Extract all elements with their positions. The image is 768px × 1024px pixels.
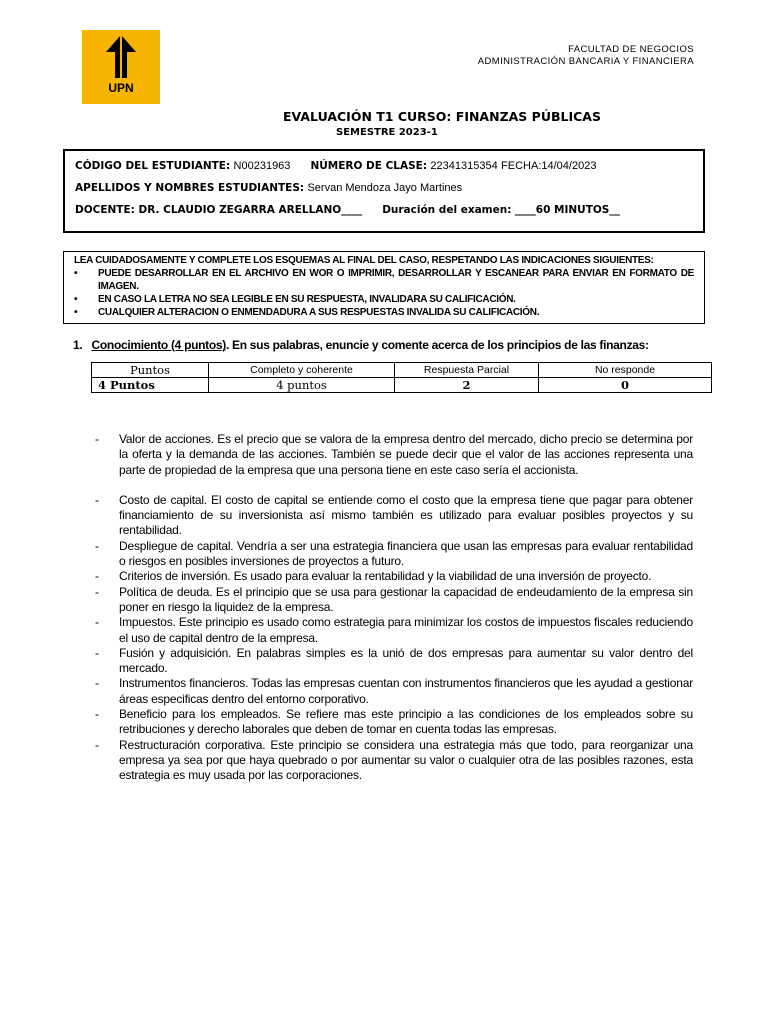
dash-icon: - xyxy=(95,737,99,752)
instruction-text: CUALQUIER ALTERACION O ENMENDADURA A SUS RESPUESTAS INVALIDA SU CALIFICACIÓN. xyxy=(98,307,540,318)
header-cell: Completo y coherente xyxy=(209,363,395,378)
instructions-box xyxy=(63,251,705,324)
instruction-item xyxy=(74,293,694,306)
score-table-row xyxy=(92,378,712,393)
instructions-intro: LEA CUIDADOSAMENTE Y COMPLETE LOS ESQUEMAS AL FINAL DEL CASO, RESPETANDO LAS INDICACIONES SIGUIENTES: xyxy=(74,255,654,266)
teacher-label: DOCENTE: DR. CLAUDIO ZEGARRA ARELLANO____ xyxy=(75,204,363,216)
answer-text: Costo de capital. El costo de capital se entiende como el costo que la empresa tiene que pagar para obtener financiamiento de su inversionista así mismo también es utilizado para evaluar posibles proyectos y su rentabilidad. xyxy=(119,492,693,538)
bullet-icon: • xyxy=(74,294,78,305)
faculty-header xyxy=(478,44,694,68)
answer-text: Criterios de inversión. Es usado para evaluar la rentabilidad y la viabilidad de una inversión de proyecto. xyxy=(119,569,652,584)
list-item xyxy=(95,707,693,738)
class-label: NÚMERO DE CLASE: xyxy=(310,160,428,172)
date-label: FECHA: xyxy=(501,160,542,172)
table-cell: 4 puntos xyxy=(209,378,395,393)
score-table xyxy=(91,362,712,393)
dash-icon: - xyxy=(95,492,99,507)
question-1 xyxy=(73,338,649,352)
code-value: N00231963 xyxy=(233,160,291,172)
header-cell: Respuesta Parcial xyxy=(395,363,539,378)
program-name: ADMINISTRACIÓN BANCARIA Y FINANCIERA xyxy=(477,56,694,67)
table-cell: 0 xyxy=(539,378,712,393)
answer-text: Restructuración corporativa. Este principio se considera una estrategia más que todo, para reorganizar una empresa ya sea por que haya quebrado o por aumentar su valor o cualquier otra de las posibles razones, esta estrategia es muy usada por las corporaciones. xyxy=(119,737,693,783)
list-item xyxy=(95,432,693,478)
dash-icon: - xyxy=(95,584,99,599)
instruction-text: PUEDE DESARROLLAR EN EL ARCHIVO EN WOR O IMPRIMIR, DESARROLLAR Y ESCANEAR PARA ENVIAR EN FORMATO DE IMAGEN. xyxy=(98,268,694,292)
date-value: 14/04/2023 xyxy=(541,160,597,172)
list-item xyxy=(95,615,693,646)
instruction-item xyxy=(74,306,694,319)
answer-text: Valor de acciones. Es el precio que se valora de la empresa dentro del mercado, dicho precio se determina por la oferta y la demanda de las acciones. También se puede decir que el valor de las acciones representa una parte de propiedad de la empresa que una persona tiene en este caso sería el accionista. xyxy=(119,432,693,477)
question-text: . En sus palabras, enuncie y comente acerca de los principios de las finanzas: xyxy=(225,338,649,352)
header-cell: No responde xyxy=(539,363,712,378)
question-label: Conocimiento (4 puntos) xyxy=(91,338,226,352)
info-line-names xyxy=(75,182,462,194)
question-number: 1. xyxy=(73,338,83,352)
list-item xyxy=(95,569,693,584)
answer-text: Beneficio para los empleados. Se refiere mas este principio a las condiciones de los empleados sobre su retribuciones y derecho laborales que deben de tomar en cuenta todas las empresas. xyxy=(119,707,693,737)
list-item xyxy=(95,738,693,784)
class-value: 22341315354 xyxy=(430,160,498,172)
duration-label: Duración del examen: xyxy=(382,204,512,216)
dash-icon: - xyxy=(95,615,99,630)
student-info-box xyxy=(63,149,705,233)
upn-logo xyxy=(82,30,160,104)
header-cell: Puntos xyxy=(92,363,209,378)
instruction-item xyxy=(74,267,694,293)
upn-arrows-icon xyxy=(82,30,160,82)
code-label: CÓDIGO DEL ESTUDIANTE: xyxy=(75,160,231,172)
score-table-header xyxy=(92,363,712,378)
answer-text: Instrumentos financieros. Todas las empresas cuentan con instrumentos financieros que les ayudad a gestionar áreas especificas dentro del entorno corporativo. xyxy=(119,676,693,706)
logo-text: UPN xyxy=(108,81,134,95)
list-item xyxy=(95,539,693,570)
table-cell: 4 Puntos xyxy=(92,378,209,393)
semester: SEMESTRE 2023-1 xyxy=(336,127,438,138)
answers-list xyxy=(95,432,693,784)
dash-icon: - xyxy=(95,645,99,660)
names-value: Servan Mendoza Jayo Martines xyxy=(307,182,463,194)
answer-text: Fusión y adquisición. En palabras simples es la unió de dos empresas para aumentar su valor dentro del mercado. xyxy=(119,645,693,676)
exam-title xyxy=(0,109,768,124)
answer-text: Impuestos. Este principio es usado como estrategia para minimizar los costos de impuestos fiscales reduciendo el uso de capital dentro de la empresa. xyxy=(119,615,693,645)
dash-icon: - xyxy=(95,538,99,553)
answer-text: Política de deuda. Es el principio que se usa para gestionar la capacidad de endeudamiento de la empresa sin poner en riesgo la liquidez de la empresa. xyxy=(119,584,693,614)
list-item xyxy=(95,676,693,707)
instruction-text: EN CASO LA LETRA NO SEA LEGIBLE EN SU RESPUESTA, INVALIDARA SU CALIFICACIÓN. xyxy=(98,294,516,305)
info-line-code xyxy=(75,160,596,172)
faculty-name: FACULTAD DE NEGOCIOS xyxy=(568,44,694,55)
answer-text: Despliegue de capital. Vendría a ser una estrategia financiera que usan las empresas para evaluar rentabilidad o riesgos en posibles inversiones de proyectos a futuro. xyxy=(119,538,693,569)
dash-icon: - xyxy=(95,707,99,722)
dash-icon: - xyxy=(95,676,99,691)
exam-title-text: EVALUACIÓN T1 CURSO: FINANZAS PÚBLICAS xyxy=(283,109,601,124)
dash-icon: - xyxy=(95,432,99,446)
duration-value: ____60 MINUTOS__ xyxy=(514,204,620,216)
bullet-icon: • xyxy=(74,268,78,279)
list-item xyxy=(95,585,693,616)
info-line-teacher xyxy=(75,204,620,216)
names-label: APELLIDOS Y NOMBRES ESTUDIANTES: xyxy=(75,182,305,194)
dash-icon: - xyxy=(95,569,99,584)
list-item xyxy=(95,493,693,539)
table-cell: 2 xyxy=(395,378,539,393)
list-item xyxy=(95,646,693,677)
bullet-icon: • xyxy=(74,307,78,318)
